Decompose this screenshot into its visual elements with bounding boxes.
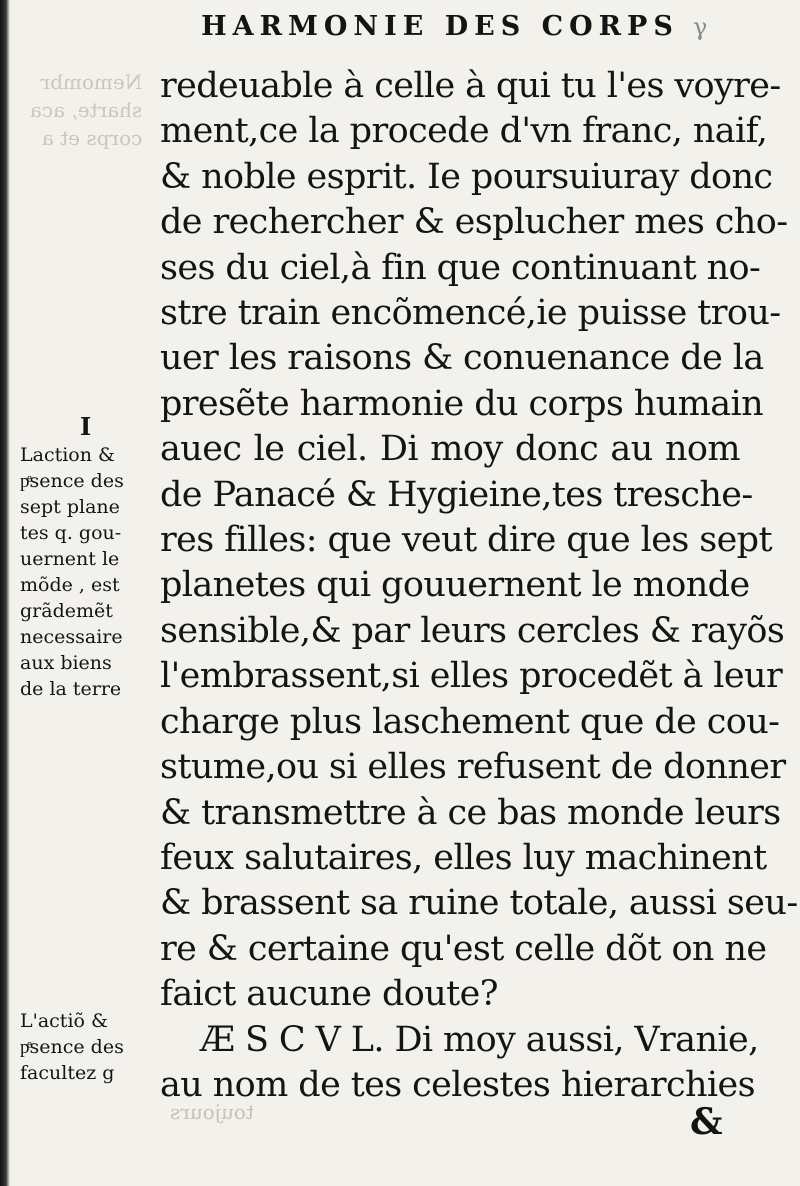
text-line: de rechercher & esplucher mes cho- [160,202,788,243]
page-edge-shadow [0,0,10,1186]
margin-note-line: aux biens [20,652,112,674]
body-text [160,64,798,1108]
text-line: res filles: que veut dire que les sept [160,520,772,561]
bleed-through-text: Nemombr sharte, aca corps et a [30,70,143,150]
margin-note-line: facultez g [20,1062,115,1084]
text-line: & brassent sa ruine totale, aussi seu- [160,883,798,924]
text-line: faict aucune doute? [160,974,498,1015]
text-line: stume,ou si elles refusent de donner [160,747,786,788]
bleed-through-footer: toujours [170,1100,254,1124]
corner-mark: γ [693,13,708,41]
margin-note-line: Laction & [20,444,115,466]
text-line: charge plus laschement que de cou- [160,701,780,742]
text-line: auec le ciel. Di moy donc au nom [160,429,740,470]
margin-note-number: I [80,412,92,441]
text-line: & noble esprit. Ie poursuiuray donc [160,156,773,197]
text-line: ses du ciel,à fin que continuant no- [160,247,761,288]
text-line: redeuable à celle à qui tu l'es voyre- [160,66,781,106]
text-line: l'embrassent,si elles procedẽt à leur [160,656,783,697]
margin-note-line: tes q. gou- [20,522,122,544]
text-line: de Panacé & Hygieine,tes tresche- [160,474,753,515]
text-line: planetes qui gouuernent le monde [160,565,750,606]
margin-note-action-faculties [20,1008,160,1086]
text-line: Æ S C V L. Di moy aussi, Vranie, [200,1019,759,1060]
catchword: & [690,1101,723,1143]
text-line: au nom de tes celestes hierarchies [160,1064,756,1105]
text-line: ment,ce la procede d'vn franc, naif, [160,111,768,152]
margin-note-line: pͤsence des [20,470,124,492]
margin-note-line: grãdemẽt [20,600,113,622]
margin-note-line: de la terre [20,678,122,700]
margin-note-line: necessaire [20,626,123,648]
text-line: sensible,& par leurs cercles & rayõs [160,610,785,651]
text-line: presẽte harmonie du corps humain [160,383,764,424]
margin-note-action-planets [20,412,160,702]
text-line: re & certaine qu'est celle dõt on ne [160,928,767,969]
text-line: feux salutaires, elles luy machinent [160,837,767,878]
margin-note-line: sept plane [20,496,120,518]
text-line: stre train encõmencé,ie puisse trou- [160,293,781,334]
text-line: & transmettre à ce bas monde leurs [160,792,781,833]
text-line: uer les raisons & conuenance de la [160,338,764,379]
running-head: HARMONIE DES CORPS [201,11,679,42]
margin-note-line: pͤsence des [20,1036,124,1058]
margin-note-line: mõde , est [20,574,120,596]
margin-note-line: L'actiõ & [20,1010,108,1032]
margin-note-line: uernent le [20,548,120,570]
